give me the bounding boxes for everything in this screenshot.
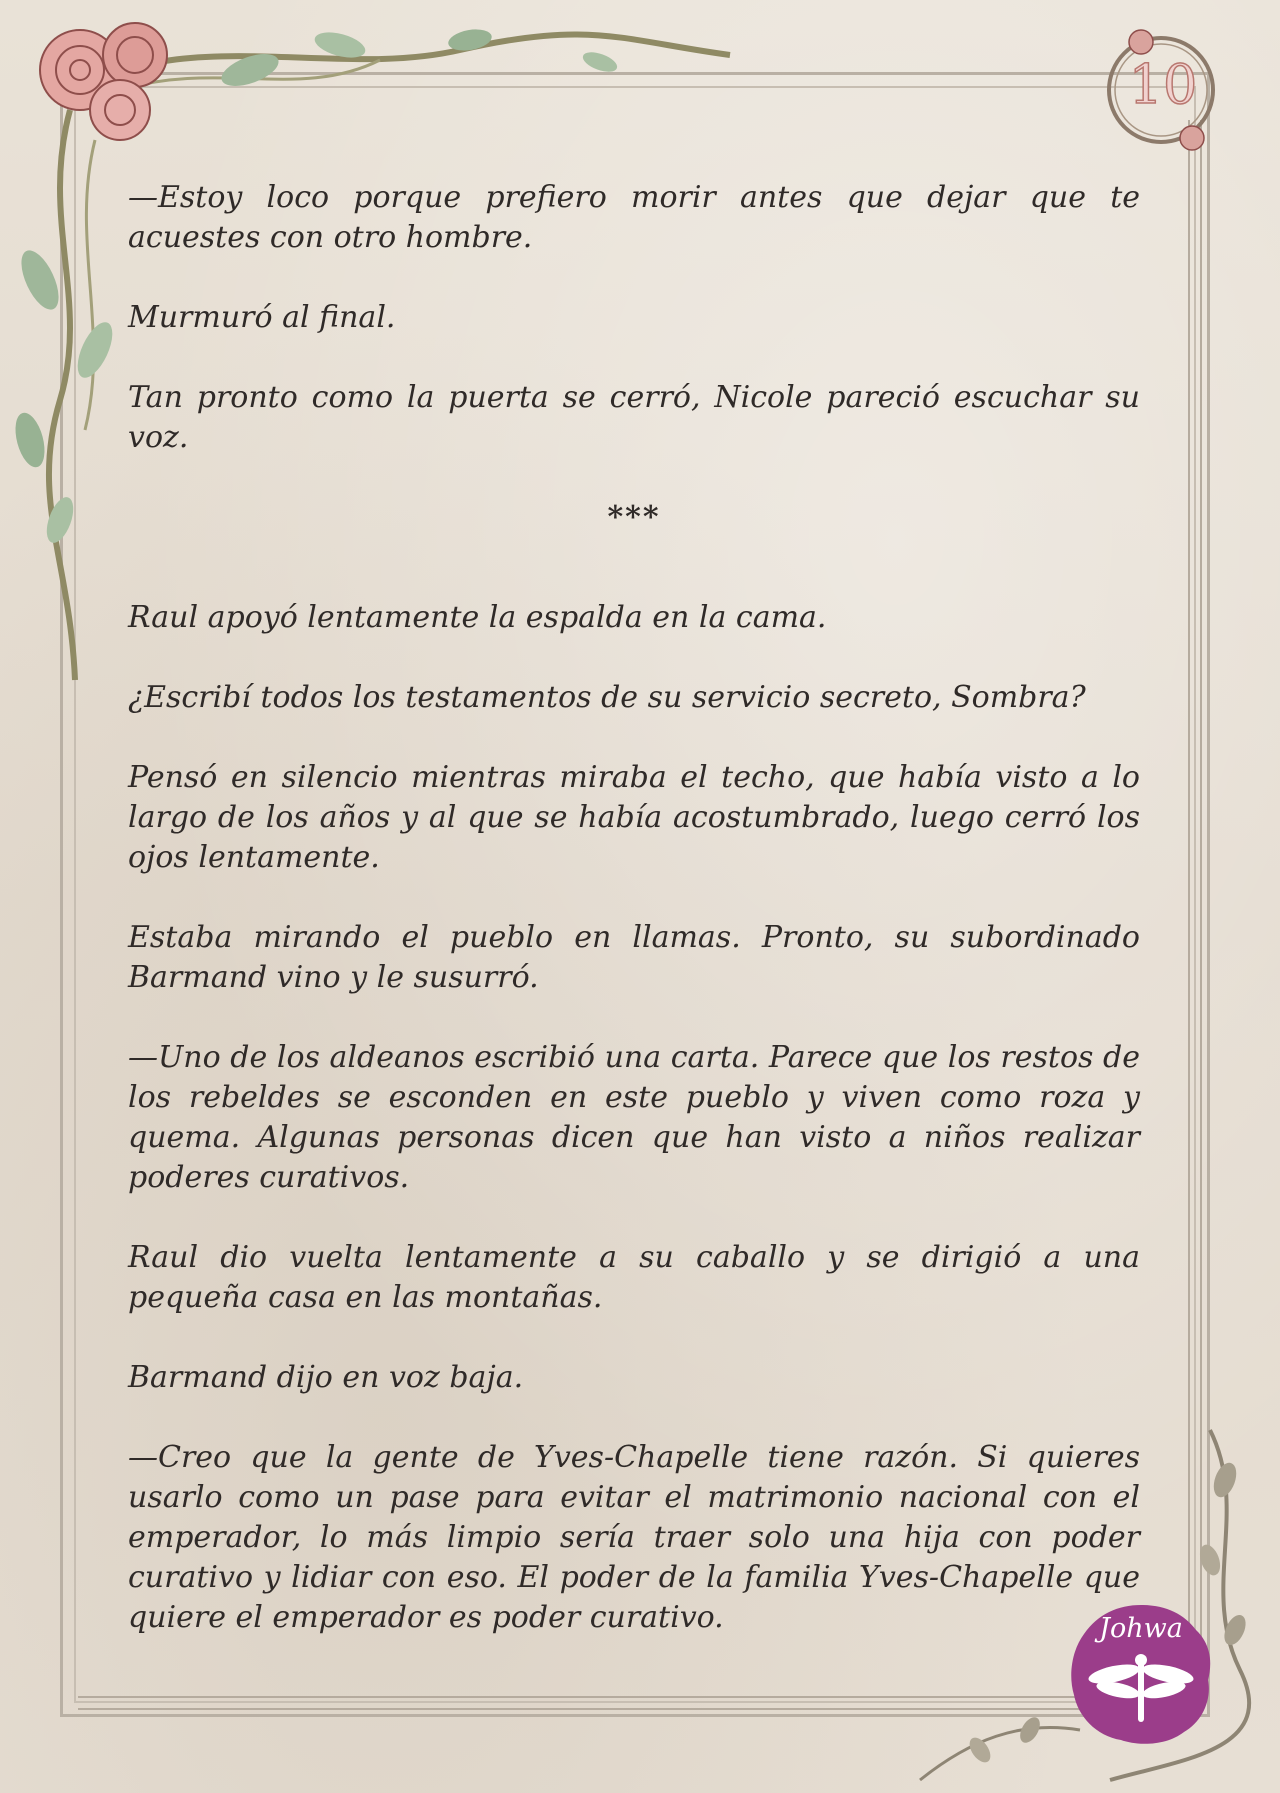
paragraph: —Uno de los aldeanos escribió una carta. Parece que los restos de los rebeldes se esconden en este pueblo y viven como roza y quema. Algunas personas dicen que han visto a niños realizar poderes curativos. (128, 1040, 1140, 1195)
page-number: 10 (1128, 53, 1198, 116)
paragraph: Raul dio vuelta lentamente a su caballo y se dirigió a una pequeña casa en las montañas. (128, 1240, 1140, 1315)
paragraph: Barmand dijo en voz baja. (128, 1360, 524, 1395)
logo-text: Johwa (1099, 1613, 1183, 1644)
paragraph: Pensó en silencio mientras miraba el techo, que había visto a lo largo de los años y al que se había acostumbrado, luego cerró los ojos lentamente. (128, 760, 1140, 875)
paragraph: Raul apoyó lentamente la espalda en la cama. (128, 600, 827, 635)
paragraph: ¿Escribí todos los testamentos de su servicio secreto, Sombra? (128, 680, 1086, 715)
paragraph: Estaba mirando el pueblo en llamas. Pronto, su subordinado Barmand vino y le susurró. (128, 920, 1140, 995)
paragraph: —Estoy loco porque prefiero morir antes que dejar que te acuestes con otro hombre. (128, 180, 1140, 255)
paragraph: Tan pronto como la puerta se cerró, Nicole pareció escuchar su voz. (128, 380, 1140, 455)
scene-separator: *** (607, 500, 661, 535)
paragraph: Murmuró al final. (128, 300, 396, 335)
paragraph: —Creo que la gente de Yves-Chapelle tiene razón. Si quieres usarlo como un pase para evitar el matrimonio nacional con el emperador, lo más limpio sería traer solo una hija con poder curativo y lidiar con eso. El poder de la familia Yves-Chapelle que quiere el emperador es poder curativo. (128, 1440, 1140, 1635)
